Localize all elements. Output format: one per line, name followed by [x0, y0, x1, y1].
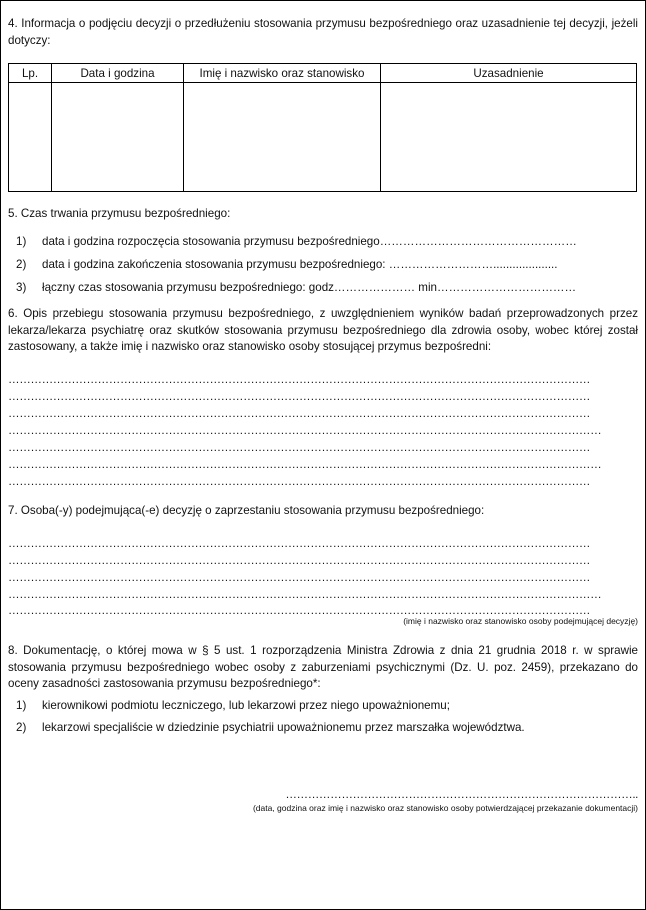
section-8-heading: 8. Dokumentację, o której mowa w § 5 ust. 1 rozporządzenia Ministra Zdrowia z dnia 21 grudnia 2018 r. w sprawie stosowania przymusu bezpośredniego wobec osoby z zaburzeniami psychicznymi (Dz. U. poz. 2459), przekazano do oceny zasadności zastosowania przymusu bezpośredniego*:	[8, 644, 638, 690]
fill-line[interactable]: ……………………………………………………………………………………………………………………………………………	[8, 458, 602, 471]
table-cell-date-time[interactable]	[52, 83, 184, 192]
section-7-heading: 7. Osoba(-y) podejmująca(-e) decyzję o zaprzestaniu stosowania przymusu bezpośredniego:	[8, 504, 485, 517]
col-header-lp: Lp.	[9, 64, 52, 83]
fill-line[interactable]: …………………………………………………………………………………………………………………………………………	[8, 537, 591, 550]
list-item: 1) kierownikowi podmiotu leczniczego, lub lekarzowi przez niego upoważnionemu;	[16, 699, 450, 712]
signature-line[interactable]: …………………………………………………………………………………..	[285, 788, 638, 801]
section-5-heading: 5. Czas trwania przymusu bezpośredniego:	[8, 207, 231, 220]
fill-line[interactable]: …………………………………………………………………………………………………………………………………………	[8, 554, 591, 567]
section-4-heading: 4. Informacja o podjęciu decyzji o przedłużeniu stosowania przymusu bezpośredniego oraz uzasadnienie tej decyzji, jeżeli dotyczy:	[8, 17, 638, 47]
list-item: 3) łączny czas stosowania przymusu bezpośredniego: godz………………… min………………………………	[16, 281, 577, 294]
fill-line[interactable]: ……………………………………………………………………………………………………………………………………………	[8, 424, 602, 437]
list-item: 1) data i godzina rozpoczęcia stosowania przymusu bezpośredniego……………………………………………	[16, 235, 577, 248]
decision-extension-table	[8, 63, 637, 192]
end-date-field[interactable]: data i godzina zakończenia stosowania przymusu bezpośredniego: ………………………....................	[42, 258, 558, 271]
fill-line[interactable]: ……………………………………………………………………………………………………………………………………………	[8, 588, 602, 601]
list-item: 2) data i godzina zakończenia stosowania przymusu bezpośredniego: ………………………....................	[16, 258, 558, 271]
decision-maker-caption: (imię i nazwisko oraz stanowisko osoby podejmującej decyzję)	[403, 616, 638, 626]
fill-line[interactable]: …………………………………………………………………………………………………………………………………………	[8, 571, 591, 584]
table-cell-name-position[interactable]	[184, 83, 381, 192]
col-header-date-time: Data i godzina	[52, 64, 184, 83]
fill-line[interactable]: …………………………………………………………………………………………………………………………………………	[8, 475, 591, 488]
table-cell-justification[interactable]	[381, 83, 637, 192]
total-time-field[interactable]: łączny czas stosowania przymusu bezpośredniego: godz………………… min………………………………	[42, 281, 577, 294]
start-date-field[interactable]: data i godzina rozpoczęcia stosowania przymusu bezpośredniego……………………………………………	[42, 235, 577, 248]
section-6-heading: 6. Opis przebiegu stosowania przymusu bezpośredniego, z uwzględnieniem wyników badań przeprowadzonych przez lekarza/lekarza psychiatrę oraz skutków stosowania przymusu bezpośredniego dla zdrowia osoby, wobec której został zastosowany, a także imię i nazwisko oraz stanowisko osoby stosującej przymus bezpośredni:	[8, 307, 638, 353]
fill-line[interactable]: …………………………………………………………………………………………………………………………………………	[8, 390, 591, 403]
fill-line[interactable]: …………………………………………………………………………………………………………………………………………	[8, 441, 591, 454]
signature-caption: (data, godzina oraz imię i nazwisko oraz stanowisko osoby potwierdzającej przekazanie dokumentacji)	[252, 803, 638, 813]
table-cell-lp[interactable]	[9, 83, 52, 192]
recipient-option-1: kierownikowi podmiotu leczniczego, lub lekarzowi przez niego upoważnionemu;	[42, 699, 450, 712]
col-header-name-position: Imię i nazwisko oraz stanowisko	[184, 64, 381, 83]
fill-line[interactable]: …………………………………………………………………………………………………………………………………………	[8, 373, 591, 386]
fill-line[interactable]: …………………………………………………………………………………………………………………………………………	[8, 604, 591, 617]
fill-line[interactable]: …………………………………………………………………………………………………………………………………………	[8, 407, 591, 420]
recipient-option-2: lekarzowi specjaliście w dziedzinie psychiatrii upoważnionemu przez marszałka województwa.	[42, 721, 525, 734]
col-header-justification: Uzasadnienie	[381, 64, 637, 83]
list-item: 2) lekarzowi specjaliście w dziedzinie psychiatrii upoważnionemu przez marszałka województwa.	[16, 721, 525, 734]
